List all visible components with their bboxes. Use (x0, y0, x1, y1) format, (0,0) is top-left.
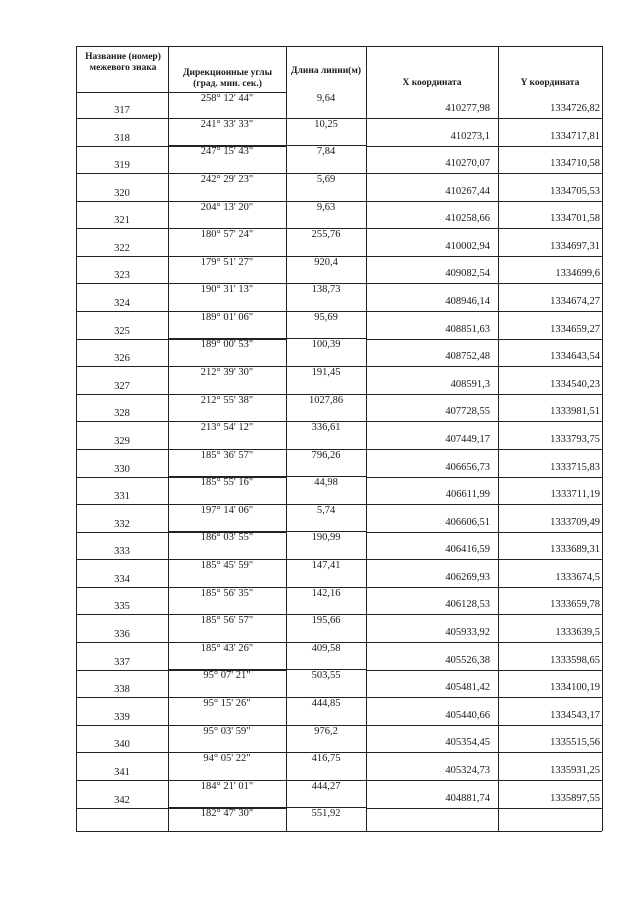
row-rule (366, 283, 602, 284)
point-name-cell: 329 (114, 435, 130, 447)
angle-cell: 213° 54' 12" (200, 422, 254, 434)
header-angle: Дирекционные углы (град. мин. сек.) (183, 68, 272, 89)
angle-cell: 242° 29' 23" (200, 173, 254, 185)
angle-cell: 185° 43' 26" (200, 642, 254, 654)
angle-cell: 95° 07' 21" (203, 670, 251, 682)
angle-cell: 204° 13' 20" (200, 201, 254, 213)
y-coordinate-cell: 1334643,54 (550, 351, 600, 363)
length-cell: 10,25 (314, 118, 338, 130)
angle-cell: 212° 39' 30" (200, 367, 254, 378)
length-cell: 444,85 (311, 697, 341, 709)
angle-cell: 197° 14' 06" (200, 504, 254, 516)
table-column-rule (602, 46, 603, 831)
angle-cell: 185° 56' 57" (200, 615, 254, 627)
row-rule (168, 780, 366, 781)
x-coordinate-cell: 410002,94 (445, 240, 490, 252)
row-rule (366, 228, 602, 229)
y-coordinate-cell: 1333674,5 (555, 571, 600, 583)
point-name-cell: 327 (114, 380, 130, 392)
y-coordinate-cell: 1333639,5 (555, 627, 600, 639)
y-coordinate-cell: 1333659,78 (550, 599, 600, 611)
point-name-cell: 337 (114, 656, 130, 668)
row-rule (168, 118, 366, 119)
row-rule (168, 421, 366, 422)
y-coordinate-cell: 1334100,19 (550, 682, 600, 694)
length-cell: 142,16 (311, 587, 341, 599)
length-cell: 44,98 (314, 477, 338, 489)
x-coordinate-cell: 406606,51 (445, 516, 490, 528)
point-name-cell: 332 (114, 518, 130, 530)
row-rule (366, 670, 602, 671)
row-rule (168, 338, 366, 339)
point-name-cell: 323 (114, 270, 130, 282)
row-rule (366, 808, 602, 809)
y-coordinate-cell: 1334705,53 (550, 185, 600, 197)
x-coordinate-cell: 406416,59 (445, 544, 490, 556)
y-coordinate-cell: 1333709,49 (550, 516, 600, 528)
length-cell: 336,61 (311, 422, 341, 434)
table-border-bottom (76, 831, 602, 832)
angle-cell: 182° 47' 30" (200, 808, 254, 820)
x-coordinate-cell: 408946,14 (445, 296, 490, 308)
x-coordinate-cell: 404881,74 (445, 792, 490, 804)
point-name-cell: 342 (114, 794, 130, 806)
row-rule (168, 256, 366, 257)
row-rule (168, 642, 366, 643)
point-name-cell: 322 (114, 242, 130, 254)
length-cell: 9,63 (316, 201, 336, 213)
length-cell: 9,64 (316, 93, 336, 104)
row-rule (366, 311, 602, 312)
row-rule (366, 504, 602, 505)
row-rule (168, 201, 366, 202)
x-coordinate-cell: 405324,73 (445, 764, 490, 776)
y-coordinate-cell: 1334540,23 (550, 378, 600, 390)
y-coordinate-cell: 1334717,81 (550, 130, 600, 142)
row-rule (168, 394, 366, 395)
table-border-top (76, 46, 602, 47)
length-cell: 191,45 (311, 367, 341, 378)
point-name-cell: 328 (114, 408, 130, 420)
length-cell: 1027,86 (308, 394, 344, 406)
y-coordinate-cell: 1334659,27 (550, 323, 600, 335)
y-coordinate-cell: 1333715,83 (550, 461, 600, 473)
row-rule (168, 531, 366, 532)
x-coordinate-cell: 405440,66 (445, 709, 490, 721)
angle-cell: 185° 36' 57" (200, 449, 254, 461)
point-name-cell: 340 (114, 739, 130, 751)
length-cell: 255,76 (311, 229, 341, 241)
angle-cell: 247° 15' 43" (200, 146, 254, 158)
row-rule (168, 725, 366, 726)
y-coordinate-cell: 1334543,17 (550, 709, 600, 721)
header-y: Y координата (520, 78, 580, 88)
x-coordinate-cell: 408752,48 (445, 351, 490, 363)
x-coordinate-cell: 410267,44 (445, 185, 490, 197)
x-coordinate-cell: 410270,07 (445, 158, 490, 170)
x-coordinate-cell: 405526,38 (445, 654, 490, 666)
row-rule (366, 449, 602, 450)
angle-cell: 212° 55' 38" (200, 394, 254, 406)
x-coordinate-cell: 408591,3 (450, 378, 490, 390)
y-coordinate-cell: 1333598,65 (550, 654, 600, 666)
row-rule (168, 283, 366, 284)
point-name-cell: 325 (114, 325, 130, 337)
angle-cell: 190° 31' 13" (200, 284, 254, 296)
length-cell: 7,84 (316, 146, 336, 158)
row-rule (366, 642, 602, 643)
row-rule (168, 559, 366, 560)
row-rule (366, 173, 602, 174)
y-coordinate-cell: 1333981,51 (550, 406, 600, 418)
header-length: Длина линии(м) (291, 66, 361, 76)
x-coordinate-cell: 410258,66 (445, 213, 490, 225)
length-cell: 100,39 (311, 339, 341, 351)
table-column-rule (286, 46, 287, 831)
boundary-coordinates-table (76, 46, 602, 831)
angle-cell: 241° 33' 33" (200, 118, 254, 130)
angle-cell: 189° 01' 06" (200, 311, 254, 323)
row-rule (366, 256, 602, 257)
angle-cell: 179° 51' 27" (200, 256, 254, 268)
table-column-rule (168, 46, 169, 831)
row-rule (168, 173, 366, 174)
point-name-cell: 341 (114, 766, 130, 778)
y-coordinate-cell: 1334701,58 (550, 213, 600, 225)
x-coordinate-cell: 406128,53 (445, 599, 490, 611)
x-coordinate-cell: 409082,54 (445, 268, 490, 280)
row-rule (366, 587, 602, 588)
row-rule (366, 477, 602, 478)
x-coordinate-cell: 406611,99 (445, 489, 490, 501)
row-rule (168, 587, 366, 588)
point-name-cell: 320 (114, 187, 130, 199)
point-name-cell: 336 (114, 629, 130, 641)
point-name-cell: 330 (114, 463, 130, 475)
row-rule (366, 532, 602, 533)
point-name-cell: 324 (114, 298, 130, 310)
y-coordinate-cell: 1335897,55 (550, 792, 600, 804)
length-cell: 976,2 (314, 725, 338, 737)
x-coordinate-cell: 410277,98 (445, 103, 490, 114)
row-rule (366, 697, 602, 698)
y-coordinate-cell: 1334697,31 (550, 240, 600, 252)
row-rule (366, 394, 602, 395)
length-cell: 416,75 (311, 753, 341, 765)
x-coordinate-cell: 410273,1 (450, 130, 490, 142)
row-rule (168, 145, 366, 146)
row-rule (366, 146, 602, 147)
row-rule (168, 669, 366, 670)
header-x: X координата (402, 78, 462, 88)
angle-cell: 185° 55' 16" (200, 477, 254, 489)
point-name-cell: 339 (114, 711, 130, 723)
point-name-cell: 333 (114, 546, 130, 558)
y-coordinate-cell: 1335931,25 (550, 764, 600, 776)
point-name-cell: 334 (114, 573, 130, 585)
angle-cell: 94° 05' 22" (203, 753, 251, 765)
row-rule (168, 366, 366, 367)
angle-cell: 258° 12' 44" (200, 93, 254, 104)
x-coordinate-cell: 406656,73 (445, 461, 490, 473)
row-rule (168, 504, 366, 505)
length-cell: 147,41 (311, 560, 341, 572)
x-coordinate-cell: 407728,55 (445, 406, 490, 418)
row-rule (366, 118, 602, 119)
row-rule (168, 449, 366, 450)
point-name-cell: 326 (114, 353, 130, 365)
length-cell: 409,58 (311, 642, 341, 654)
point-name-cell: 331 (114, 491, 130, 503)
point-name-cell: 335 (114, 601, 130, 613)
row-rule (168, 228, 366, 229)
row-rule (366, 614, 602, 615)
row-rule (366, 421, 602, 422)
row-rule (366, 752, 602, 753)
angle-cell: 189° 00' 53" (200, 339, 254, 351)
angle-cell: 184° 21' 01" (200, 780, 254, 792)
length-cell: 5,69 (316, 173, 336, 185)
row-rule (366, 780, 602, 781)
row-rule (366, 559, 602, 560)
point-name-cell: 338 (114, 684, 130, 696)
length-cell: 190,99 (311, 532, 341, 544)
x-coordinate-cell: 406269,93 (445, 571, 490, 583)
y-coordinate-cell: 1335515,56 (550, 737, 600, 749)
length-cell: 195,66 (311, 615, 341, 627)
y-coordinate-cell: 1334726,82 (550, 103, 600, 114)
y-coordinate-cell: 1334699,6 (555, 268, 600, 280)
angle-cell: 180° 57' 24" (200, 229, 254, 241)
point-name-cell: 319 (114, 160, 130, 172)
row-rule (366, 201, 602, 202)
length-cell: 920,4 (314, 256, 338, 268)
length-cell: 796,26 (311, 449, 341, 461)
x-coordinate-cell: 405933,92 (445, 627, 490, 639)
row-rule (366, 366, 602, 367)
angle-cell: 185° 45' 59" (200, 560, 254, 572)
length-cell: 5,74 (316, 504, 336, 516)
angle-cell: 186° 03' 55" (200, 532, 254, 544)
y-coordinate-cell: 1333689,31 (550, 544, 600, 556)
angle-cell: 95° 15' 26" (203, 697, 251, 709)
x-coordinate-cell: 405354,45 (445, 737, 490, 749)
x-coordinate-cell: 405481,42 (445, 682, 490, 694)
length-cell: 503,55 (311, 670, 341, 682)
row-rule (168, 697, 366, 698)
angle-cell: 185° 56' 35" (200, 587, 254, 599)
length-cell: 95,69 (314, 311, 338, 323)
row-rule (168, 807, 366, 808)
point-name-cell: 318 (114, 132, 130, 144)
length-cell: 551,92 (311, 808, 341, 820)
header-name: Название (номер) межевого знака (85, 52, 161, 73)
row-rule (168, 476, 366, 477)
y-coordinate-cell: 1333711,19 (550, 489, 600, 501)
row-rule (366, 339, 602, 340)
row-rule (168, 311, 366, 312)
y-coordinate-cell: 1334674,27 (550, 296, 600, 308)
angle-cell: 95° 03' 59" (203, 725, 251, 737)
point-name-cell: 321 (114, 215, 130, 227)
x-coordinate-cell: 408851,63 (445, 323, 490, 335)
row-rule (366, 725, 602, 726)
y-coordinate-cell: 1333793,75 (550, 433, 600, 445)
row-rule (168, 752, 366, 753)
length-cell: 444,27 (311, 780, 341, 792)
x-coordinate-cell: 407449,17 (445, 433, 490, 445)
point-name-cell: 317 (114, 105, 130, 116)
row-rule (168, 614, 366, 615)
length-cell: 138,73 (311, 284, 341, 296)
y-coordinate-cell: 1334710,58 (550, 158, 600, 170)
